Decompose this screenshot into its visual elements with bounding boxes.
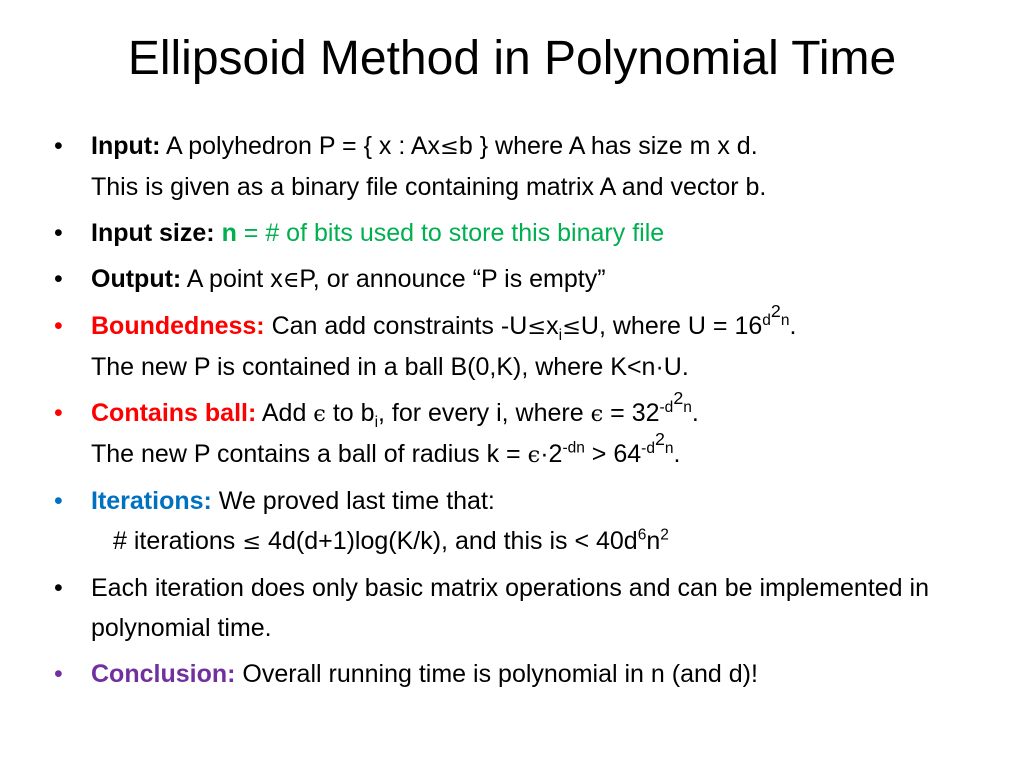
in-symbol: ∈ <box>282 267 300 293</box>
le-symbol: ≤ <box>440 134 459 160</box>
input-size-n: n <box>221 219 237 247</box>
bullet-marker: • <box>54 574 63 602</box>
input-label: Input: <box>91 132 161 160</box>
exp-2: 2 <box>654 428 665 449</box>
input-size-label: Input size: <box>91 219 222 247</box>
bullet-marker: • <box>54 487 63 515</box>
cb-text-e: . <box>691 399 699 427</box>
epsilon-symbol: ϵ <box>527 442 541 468</box>
iter-n: n <box>646 527 661 555</box>
bullet-conclusion <box>54 654 984 694</box>
cb-text-a: Add <box>256 399 314 427</box>
input-size-text: = # of bits used to store this binary file <box>236 219 665 247</box>
boundedness-label: Boundedness: <box>91 312 265 340</box>
exp-2: 2 <box>673 387 684 408</box>
exp-2: 2 <box>660 526 669 544</box>
conclusion-text: Overall running time is polynomial in n (and d)! <box>235 660 758 688</box>
le-symbol: ≤ <box>242 529 262 555</box>
bullet-iterations <box>54 481 984 562</box>
iter-text-b: 4d(d+1)log(K/k), and this is < 40d <box>261 527 638 555</box>
boundedness-exponent <box>762 300 790 329</box>
boundedness-line2: The new P is contained in a ball B(0,K), where K<n·U. <box>91 353 689 381</box>
output-text-b: P, or announce “P is empty” <box>299 265 606 293</box>
cb-exponent-1 <box>659 387 692 416</box>
exp-neg-d: -d <box>641 439 655 457</box>
input-text-b: b } where A has size m x d. <box>458 132 758 160</box>
output-label: Output: <box>91 265 182 293</box>
bullet-marker: • <box>54 312 63 340</box>
cb-text-c: , for every i, where <box>378 399 591 427</box>
input-text-a: A polyhedron P = { x : Ax <box>160 132 441 160</box>
exp-2: 2 <box>770 300 781 321</box>
epsilon-symbol: ϵ <box>590 401 604 427</box>
cb-line2-d: . <box>673 440 681 468</box>
boundedness-text-b: U, where U = 16 <box>580 312 763 340</box>
contains-ball-label: Contains ball: <box>91 399 257 427</box>
iterations-label: Iterations: <box>91 487 212 515</box>
cb-exponent-3 <box>641 428 674 457</box>
exp-n: n <box>780 311 790 329</box>
cb-line2-b: ·2 <box>540 440 563 468</box>
bullet-marker: • <box>54 660 63 688</box>
bullet-contains-ball <box>54 387 984 475</box>
each-iteration-text: Each iteration does only basic matrix operations and can be implemented in polynomial time. <box>91 574 929 642</box>
bullet-marker: • <box>54 399 63 427</box>
boundedness-subscript-i: i <box>558 327 563 344</box>
exp-6: 6 <box>637 526 647 544</box>
bullet-marker: • <box>54 132 63 160</box>
cb-text-d: = 32 <box>603 399 660 427</box>
cb-subscript-i: i <box>374 414 379 431</box>
exp-d: d <box>762 311 771 329</box>
bullet-marker: • <box>54 265 63 293</box>
slide-title: Ellipsoid Method in Polynomial Time <box>127 32 897 85</box>
cb-text-b: to b <box>325 399 375 427</box>
bullet-input <box>54 126 984 207</box>
exp-n: n <box>664 439 674 457</box>
boundedness-end: . <box>789 312 797 340</box>
bullet-output <box>54 259 984 300</box>
input-line2: This is given as a binary file containing matrix A and vector b. <box>91 173 767 201</box>
conclusion-label: Conclusion: <box>91 660 236 688</box>
le-symbol: ≤ <box>562 314 581 340</box>
exp-n: n <box>683 398 692 416</box>
epsilon-symbol: ϵ <box>313 401 326 427</box>
cb-line2-a: The new P contains a ball of radius k = <box>91 440 528 468</box>
le-symbol: ≤ <box>527 314 547 340</box>
output-text-a: A point x <box>181 265 283 293</box>
bullet-each-iteration <box>54 568 984 648</box>
bullet-input-size <box>54 213 984 253</box>
cb-line2-c: > 64 <box>584 440 642 468</box>
boundedness-x: x <box>546 312 559 340</box>
boundedness-text-a: Can add constraints -U <box>264 312 528 340</box>
bullet-list <box>54 126 984 700</box>
iterations-line2 <box>91 527 669 555</box>
bullet-marker: • <box>54 219 63 247</box>
cb-exponent-2: -dn <box>562 439 585 457</box>
bullet-boundedness <box>54 300 984 387</box>
exp-neg-d: -d <box>659 398 674 416</box>
iter-text-a: # iterations <box>113 527 243 555</box>
iterations-text: We proved last time that: <box>211 487 495 515</box>
